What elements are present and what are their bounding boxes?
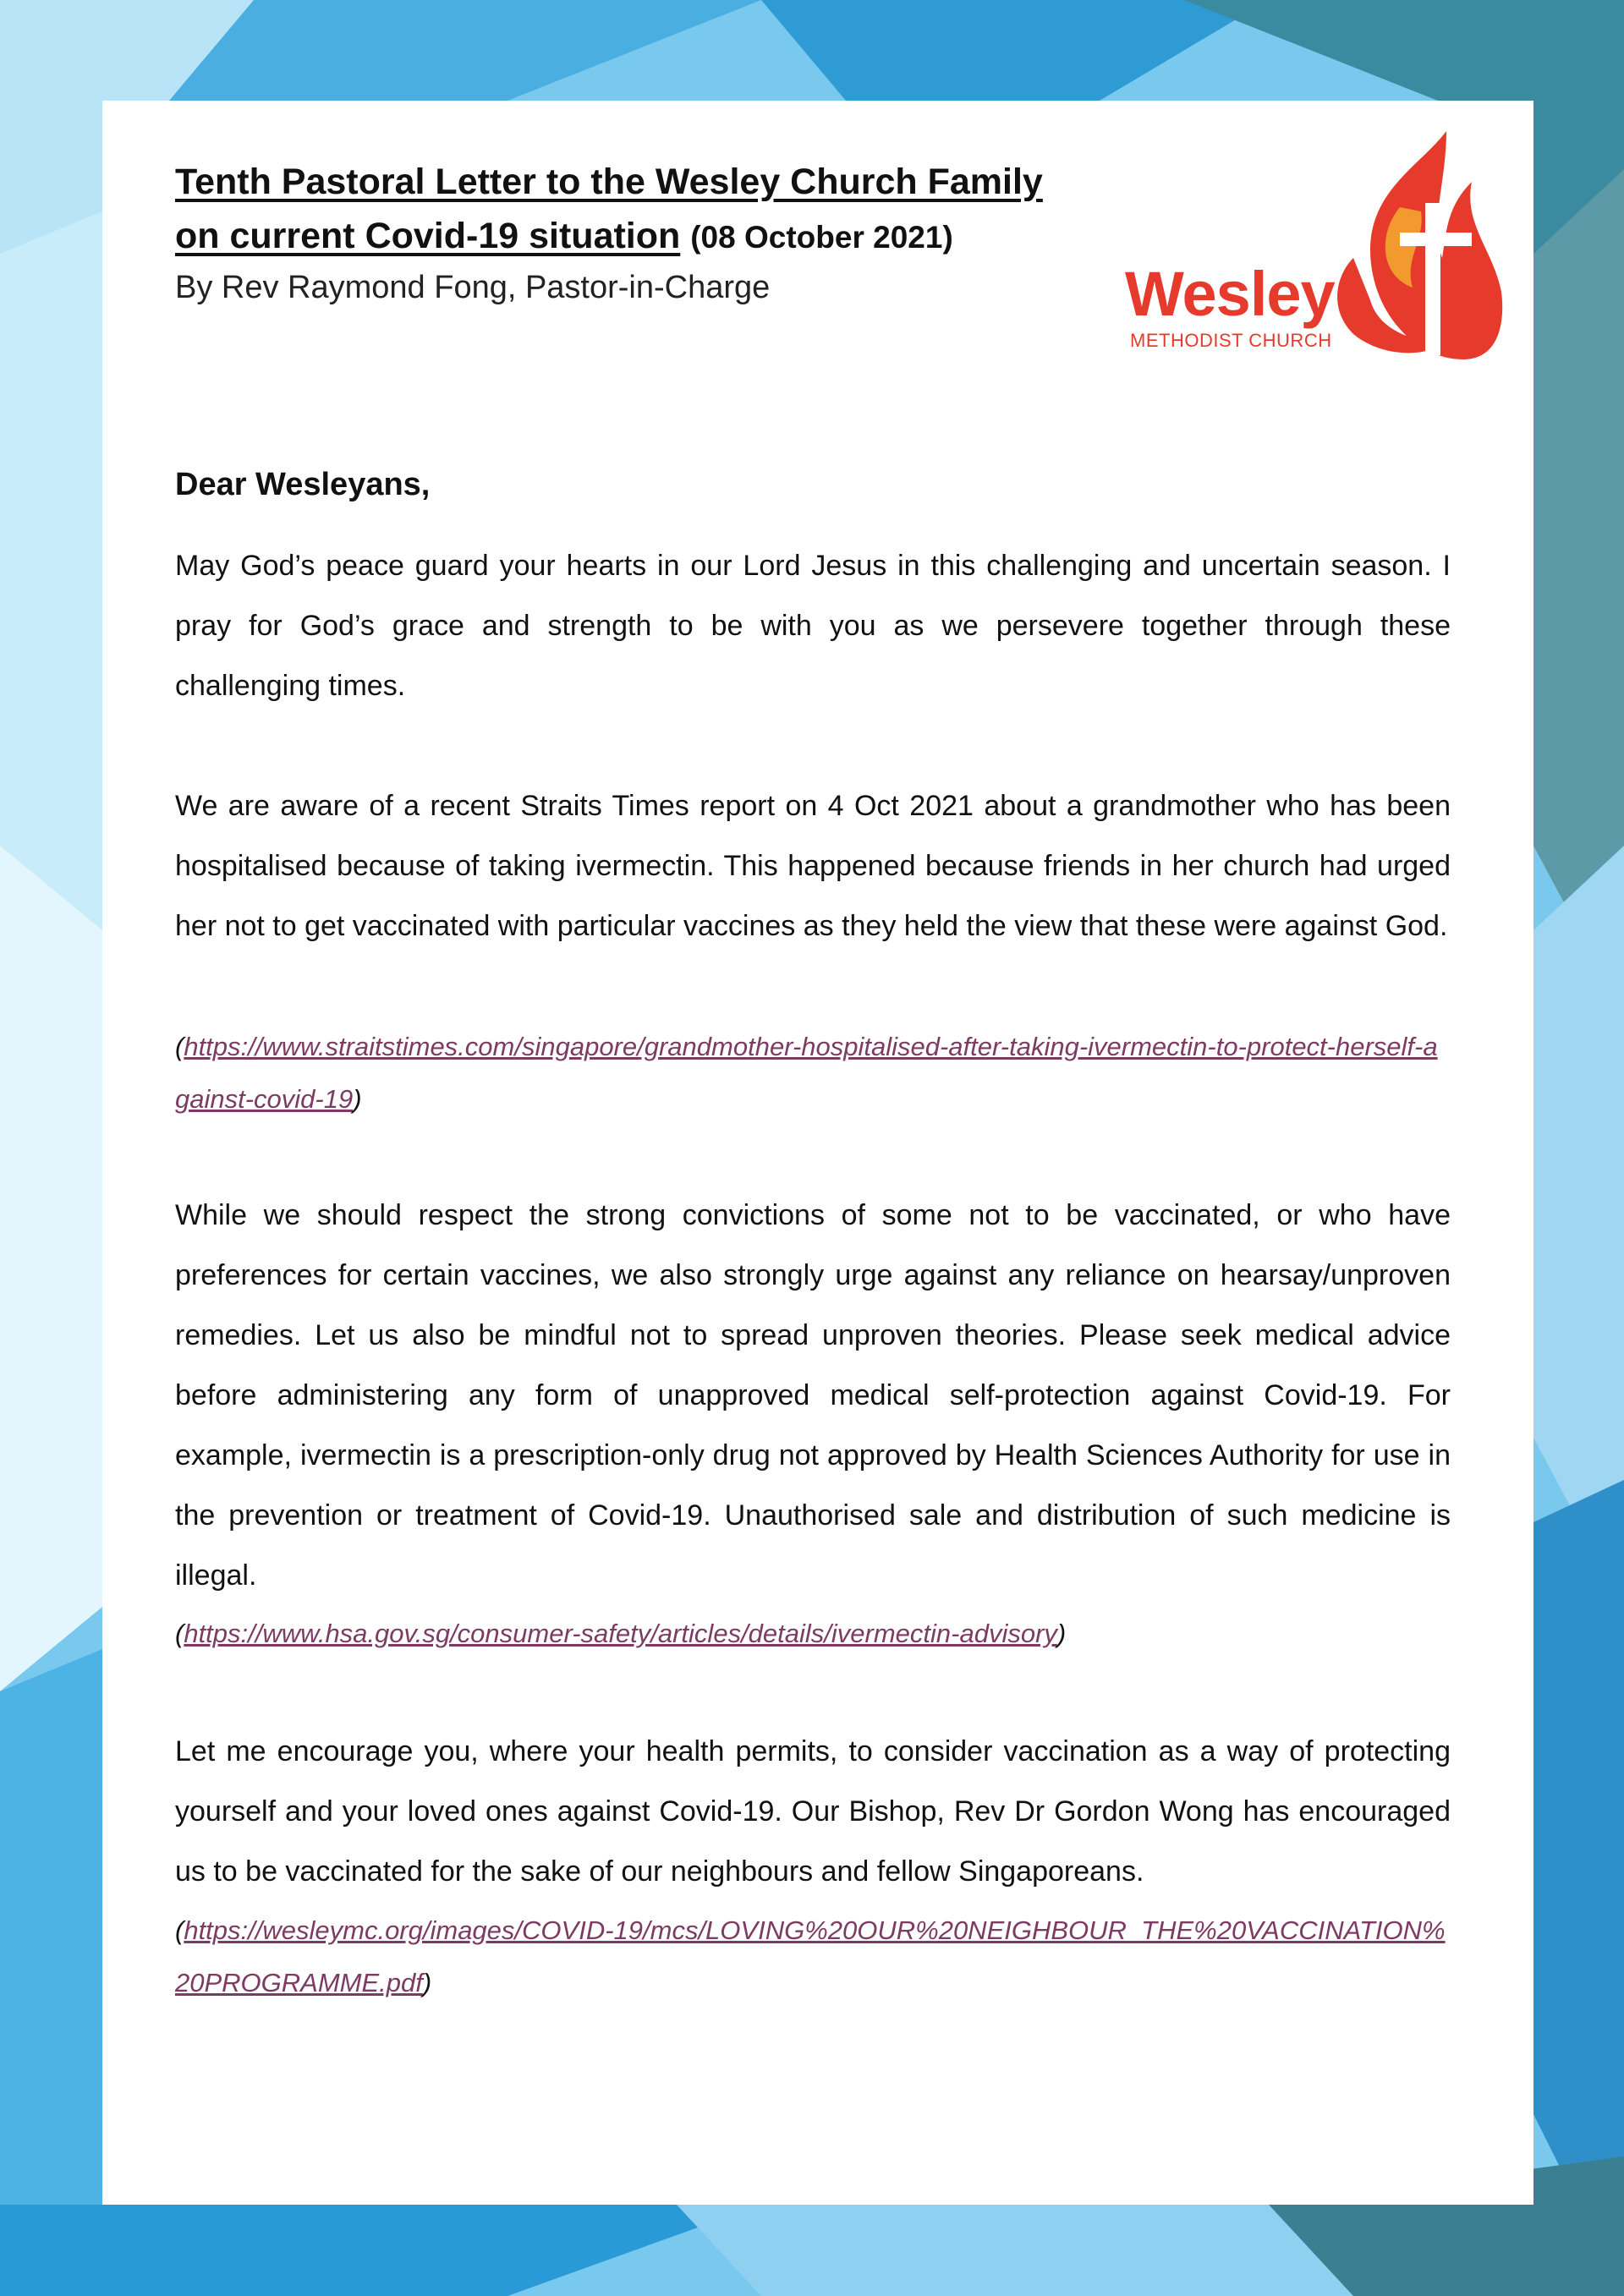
paragraph-4: Let me encourage you, where your health permits, to consider vaccination as a way of protecting yourself and your loved ones against Covid-19. Our Bishop, Rev Dr Gordon Wong has encouraged us to be vaccinated for the sake of our neighbours and fellow Singaporeans. xyxy=(175,1735,1451,1888)
flame-cross-icon xyxy=(1320,131,1506,368)
straits-times-link[interactable]: https://www.straitstimes.com/singapore/grandmother-hospitalised-after-taking-ivermectin-to-protect-herself-against-covid-19 xyxy=(175,1032,1438,1114)
byline: By Rev Raymond Fong, Pastor-in-Charge xyxy=(175,270,771,305)
paragraph-3: While we should respect the strong convictions of some not to be vaccinated, or who have preferences for certain vaccines, we also strongly urge against any reliance on hearsay/unproven remedies. Let us also be mindful not to spread unproven theories. Please seek medical advice before administering any form of unapproved medical self-protection against Covid-19. For example, ivermectin is a prescription-only drug not approved by Health Sciences Authority for use in the prevention or treatment of Covid-19. Unauthorised sale and distribution of such medicine is illegal. xyxy=(175,1199,1451,1592)
logo-wordmark: Wesley xyxy=(1125,259,1335,329)
hsa-advisory-link[interactable]: https://www.hsa.gov.sg/consumer-safety/articles/details/ivermectin-advisory xyxy=(184,1619,1057,1648)
wesley-logo xyxy=(1116,131,1506,368)
logo-subtitle: METHODIST CHURCH xyxy=(1130,330,1332,351)
title-line-2: on current Covid-19 situation xyxy=(175,216,681,256)
paragraph-1: May God’s peace guard your hearts in our Lord Jesus in this challenging and uncertain season. I pray for God’s grace and strength to be with you as we persevere together through these challenging times. xyxy=(175,550,1451,702)
letter-header xyxy=(175,155,1106,310)
reference-link-2: (https://www.hsa.gov.sg/consumer-safety/articles/details/ivermectin-advisory) xyxy=(175,1619,1067,1648)
reference-link-1: (https://www.straitstimes.com/singapore/grandmother-hospitalised-after-taking-ivermectin-to-protect-herself-against-covid-19) xyxy=(175,1032,1438,1114)
letter-date: (08 October 2021) xyxy=(690,220,953,255)
reference-link-3: (https://wesleymc.org/images/COVID-19/mcs/LOVING%20OUR%20NEIGHBOUR_THE%20VACCINATION%20PROGRAMME.pdf) xyxy=(175,1915,1446,1997)
title-line-1: Tenth Pastoral Letter to the Wesley Church Family xyxy=(175,162,1043,202)
paragraph-2: We are aware of a recent Straits Times report on 4 Oct 2021 about a grandmother who has been hospitalised because of taking ivermectin. This happened because friends in her church had urged her not to get vaccinated with particular vaccines as they held the view that these were against God. xyxy=(175,790,1451,942)
letter-title xyxy=(175,155,1106,209)
salutation: Dear Wesleyans, xyxy=(175,467,431,502)
wesleymc-pdf-link[interactable]: https://wesleymc.org/images/COVID-19/mcs/LOVING%20OUR%20NEIGHBOUR_THE%20VACCINATION%20PROGRAMME.pdf xyxy=(175,1915,1446,1997)
